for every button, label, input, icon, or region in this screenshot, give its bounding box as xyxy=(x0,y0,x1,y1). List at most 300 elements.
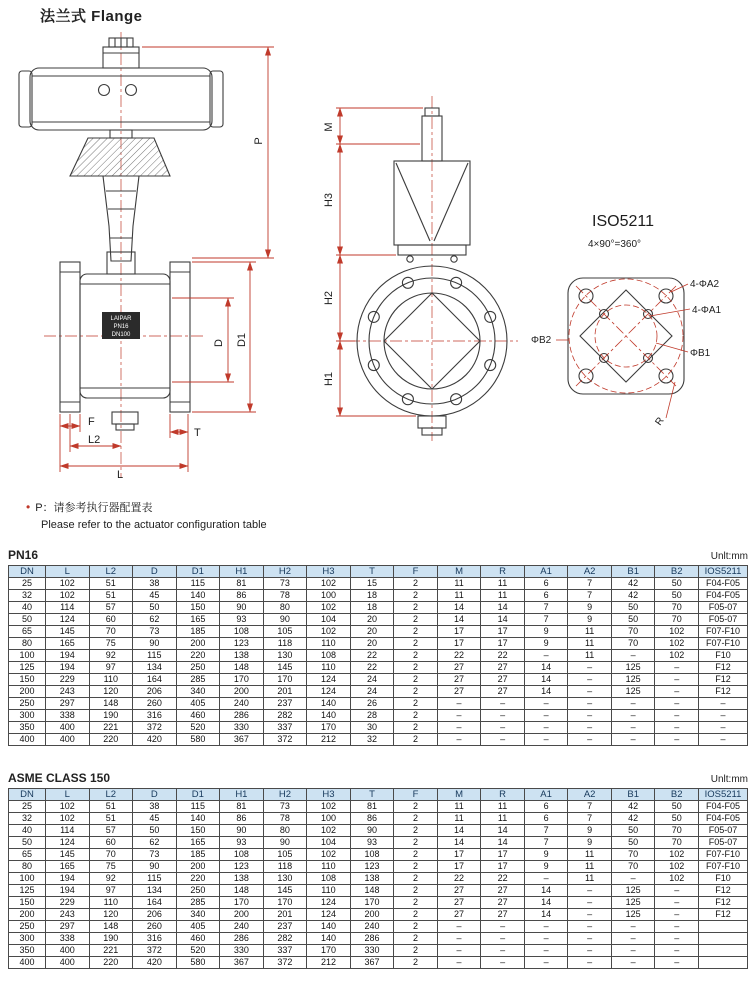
dim-label-h1: H1 xyxy=(323,371,335,387)
table-cell: 164 xyxy=(133,674,177,686)
table-cell xyxy=(699,921,748,933)
table-cell: – xyxy=(524,722,568,734)
column-header-d: D xyxy=(133,789,177,801)
table-cell: 102 xyxy=(655,849,699,861)
table-cell: 9 xyxy=(524,849,568,861)
table-cell: 50 xyxy=(133,602,177,614)
table-row xyxy=(9,626,748,638)
table-cell: 185 xyxy=(176,849,220,861)
table-cell: 105 xyxy=(263,626,307,638)
table-cell: 93 xyxy=(350,837,394,849)
table-cell: 200 xyxy=(176,861,220,873)
table-cell: 185 xyxy=(176,626,220,638)
table-cell: 2 xyxy=(394,698,438,710)
table-cell: 120 xyxy=(89,909,133,921)
column-header-b1: B1 xyxy=(611,566,655,578)
table-cell: 27 xyxy=(437,662,481,674)
table-cell: 194 xyxy=(46,662,90,674)
table-cell: 6 xyxy=(524,801,568,813)
table-cell: 32 xyxy=(350,734,394,746)
table-cell: – xyxy=(568,698,612,710)
table-cell: 200 xyxy=(9,909,46,921)
table-cell: – xyxy=(611,734,655,746)
table-cell: 73 xyxy=(133,626,177,638)
table-cell: – xyxy=(568,945,612,957)
table-cell: F07-F10 xyxy=(699,626,748,638)
iso-angle-note: 4×90°=360° xyxy=(588,239,642,250)
table-cell: 22 xyxy=(437,650,481,662)
table-cell: 124 xyxy=(46,614,90,626)
table-cell: 170 xyxy=(307,945,351,957)
table-cell: 201 xyxy=(263,909,307,921)
table-cell: 102 xyxy=(307,626,351,638)
table-row xyxy=(9,686,748,698)
table-cell: 337 xyxy=(263,722,307,734)
table-title-asme: ASME CLASS 150 xyxy=(8,771,111,785)
table-cell: – xyxy=(568,921,612,933)
table-cell: F04-F05 xyxy=(699,801,748,813)
table-cell: 90 xyxy=(263,837,307,849)
table-cell: 125 xyxy=(611,885,655,897)
table-cell: 102 xyxy=(46,590,90,602)
column-header-b2: B2 xyxy=(655,789,699,801)
table-cell: 120 xyxy=(89,686,133,698)
table-cell: 243 xyxy=(46,909,90,921)
table-cell: – xyxy=(568,686,612,698)
table-cell: 11 xyxy=(568,849,612,861)
front-dimension-lines xyxy=(60,47,274,472)
table-cell: 123 xyxy=(220,638,264,650)
table-cell: 93 xyxy=(220,837,264,849)
table-cell: 148 xyxy=(89,698,133,710)
column-header-t: T xyxy=(350,566,394,578)
table-cell: – xyxy=(568,734,612,746)
table-cell: 14 xyxy=(524,674,568,686)
table-cell: 400 xyxy=(9,734,46,746)
technical-drawings xyxy=(0,26,756,494)
table-cell: 145 xyxy=(263,885,307,897)
dim-label-f: F xyxy=(88,416,95,428)
table-cell: 115 xyxy=(133,650,177,662)
table-row xyxy=(9,722,748,734)
table-cell: – xyxy=(699,710,748,722)
table-cell: 70 xyxy=(89,849,133,861)
label-a1: 4-ΦA1 xyxy=(692,305,722,316)
table-cell: 145 xyxy=(263,662,307,674)
table-cell: – xyxy=(568,662,612,674)
table-cell: 6 xyxy=(524,578,568,590)
table-cell: 285 xyxy=(176,674,220,686)
table-cell: 2 xyxy=(394,686,438,698)
table-cell: 70 xyxy=(655,602,699,614)
table-cell: 148 xyxy=(220,662,264,674)
table-cell: 260 xyxy=(133,698,177,710)
table-cell: 27 xyxy=(437,674,481,686)
table-cell: 27 xyxy=(481,686,525,698)
table-cell: – xyxy=(437,710,481,722)
table-cell: 125 xyxy=(611,686,655,698)
column-header-h1: H1 xyxy=(220,789,264,801)
table-cell: 102 xyxy=(655,650,699,662)
table-cell: 17 xyxy=(481,861,525,873)
table-cell: 50 xyxy=(133,825,177,837)
table-cell: 51 xyxy=(89,590,133,602)
table-cell: 240 xyxy=(220,921,264,933)
table-cell: 65 xyxy=(9,849,46,861)
table-cell: 18 xyxy=(350,590,394,602)
table-cell: 73 xyxy=(263,578,307,590)
table-cell: 220 xyxy=(89,957,133,969)
table-cell: 140 xyxy=(176,590,220,602)
dim-label-h2: H2 xyxy=(323,290,335,306)
table-cell: 2 xyxy=(394,933,438,945)
pn16-dimensions-table xyxy=(8,565,748,746)
table-cell: 2 xyxy=(394,921,438,933)
table-cell: 17 xyxy=(437,861,481,873)
table-cell: 125 xyxy=(611,897,655,909)
table-cell: 2 xyxy=(394,638,438,650)
table-cell: 90 xyxy=(350,825,394,837)
table-cell: 194 xyxy=(46,885,90,897)
table-cell: 2 xyxy=(394,897,438,909)
column-header-a2: A2 xyxy=(568,789,612,801)
plate-pn-text: PN16 xyxy=(113,324,129,330)
table-cell: 70 xyxy=(611,849,655,861)
table-cell: 40 xyxy=(9,825,46,837)
iso-labels xyxy=(531,279,722,428)
table-cell: 73 xyxy=(133,849,177,861)
table-header-row xyxy=(9,789,748,801)
table-cell: 20 xyxy=(350,626,394,638)
table-cell: – xyxy=(655,698,699,710)
table-cell: 460 xyxy=(176,710,220,722)
table-cell: 92 xyxy=(89,873,133,885)
table-cell: 11 xyxy=(481,813,525,825)
table-cell: – xyxy=(611,945,655,957)
dim-label-p: P xyxy=(253,137,265,145)
table-cell: 9 xyxy=(568,614,612,626)
table-cell: 11 xyxy=(568,626,612,638)
table-cell: 100 xyxy=(9,650,46,662)
table-cell: 372 xyxy=(133,722,177,734)
table-cell: – xyxy=(655,722,699,734)
column-header-l: L xyxy=(46,566,90,578)
table-cell: 102 xyxy=(307,602,351,614)
table-cell: – xyxy=(524,957,568,969)
table-cell: 2 xyxy=(394,861,438,873)
table-cell: 114 xyxy=(46,825,90,837)
table-cell: 201 xyxy=(263,686,307,698)
table-cell: – xyxy=(655,897,699,909)
table-cell: 17 xyxy=(481,626,525,638)
table-cell: 6 xyxy=(524,590,568,602)
table-cell: 140 xyxy=(307,710,351,722)
table-cell: 170 xyxy=(263,897,307,909)
table-cell: 229 xyxy=(46,897,90,909)
table-cell: 57 xyxy=(89,825,133,837)
table-cell: 26 xyxy=(350,698,394,710)
table-cell: 2 xyxy=(394,873,438,885)
table-cell: 400 xyxy=(9,957,46,969)
note-bullet: • xyxy=(26,500,31,514)
table-cell: 118 xyxy=(263,861,307,873)
table-cell: 115 xyxy=(176,801,220,813)
table-cell: – xyxy=(655,674,699,686)
unit-label-asme: Unlt:mm xyxy=(710,774,748,785)
table-cell: 2 xyxy=(394,945,438,957)
table-cell: 148 xyxy=(350,885,394,897)
table-cell: 114 xyxy=(46,602,90,614)
table-cell: 2 xyxy=(394,602,438,614)
table-cell: 50 xyxy=(9,837,46,849)
table-cell: 92 xyxy=(89,650,133,662)
table-cell: 282 xyxy=(263,933,307,945)
table-cell: 17 xyxy=(437,638,481,650)
table-cell: – xyxy=(655,909,699,921)
table-cell: – xyxy=(568,722,612,734)
table-cell: F12 xyxy=(699,674,748,686)
table-row xyxy=(9,873,748,885)
table-cell: 6 xyxy=(524,813,568,825)
table-cell: 32 xyxy=(9,813,46,825)
table-row xyxy=(9,909,748,921)
table-cell: 140 xyxy=(307,698,351,710)
table-cell: 14 xyxy=(524,897,568,909)
table-cell: 125 xyxy=(9,885,46,897)
table-cell: 102 xyxy=(46,813,90,825)
column-header-a1: A1 xyxy=(524,789,568,801)
table-cell: 97 xyxy=(89,885,133,897)
valve-body-outline xyxy=(60,252,190,430)
table-cell: 212 xyxy=(307,957,351,969)
table-cell: 206 xyxy=(133,909,177,921)
table-cell: 42 xyxy=(611,801,655,813)
table-cell: – xyxy=(437,933,481,945)
table-cell: – xyxy=(655,957,699,969)
table-cell: 22 xyxy=(350,650,394,662)
dim-label-l: L xyxy=(116,469,124,481)
table-cell: – xyxy=(481,933,525,945)
table-cell: 22 xyxy=(481,873,525,885)
page-title: 法兰式 Flange xyxy=(40,8,143,25)
table-cell: – xyxy=(655,933,699,945)
table-cell: 40 xyxy=(9,602,46,614)
column-header-h1: H1 xyxy=(220,566,264,578)
table-cell: 80 xyxy=(263,602,307,614)
table-cell: 316 xyxy=(133,933,177,945)
dim-label-d1: D1 xyxy=(236,332,248,348)
table-cell: 20 xyxy=(350,614,394,626)
table-cell: 11 xyxy=(437,590,481,602)
table-cell: 14 xyxy=(481,837,525,849)
table-cell: – xyxy=(524,945,568,957)
table-cell: 27 xyxy=(437,686,481,698)
table-cell: 165 xyxy=(176,614,220,626)
table-cell: F12 xyxy=(699,885,748,897)
table-row xyxy=(9,885,748,897)
column-header-l: L xyxy=(46,789,90,801)
table-cell: 14 xyxy=(437,837,481,849)
table-cell: – xyxy=(481,710,525,722)
table-cell: 70 xyxy=(89,626,133,638)
table-cell: 367 xyxy=(350,957,394,969)
table-cell: 350 xyxy=(9,722,46,734)
table-cell: 110 xyxy=(307,861,351,873)
dim-label-d: D xyxy=(213,339,225,347)
table-cell: 282 xyxy=(263,710,307,722)
table-row xyxy=(9,825,748,837)
table-cell: 190 xyxy=(89,710,133,722)
table-cell: 51 xyxy=(89,813,133,825)
table-cell: 11 xyxy=(481,801,525,813)
column-header-r: R xyxy=(481,789,525,801)
table-cell: – xyxy=(699,722,748,734)
table-cell: – xyxy=(437,921,481,933)
table-cell: 14 xyxy=(437,602,481,614)
unit-label-pn16: Unlt:mm xyxy=(710,551,748,562)
table-cell: 405 xyxy=(176,921,220,933)
table-cell: 2 xyxy=(394,837,438,849)
table-cell: 212 xyxy=(307,734,351,746)
dim-label-m: M xyxy=(323,122,335,132)
table-cell: 316 xyxy=(133,710,177,722)
table-cell: 237 xyxy=(263,698,307,710)
column-header-m: M xyxy=(437,566,481,578)
table-cell: 78 xyxy=(263,590,307,602)
table-title-pn16: PN16 xyxy=(8,548,39,562)
table-cell: 150 xyxy=(9,897,46,909)
table-cell: 330 xyxy=(350,945,394,957)
table-cell: 340 xyxy=(176,909,220,921)
table-cell: – xyxy=(568,909,612,921)
table-cell: 220 xyxy=(89,734,133,746)
table-cell: 250 xyxy=(176,885,220,897)
table-cell: F10 xyxy=(699,650,748,662)
table-cell: – xyxy=(481,921,525,933)
table-cell: 108 xyxy=(307,873,351,885)
label-b2: ΦB2 xyxy=(531,335,552,346)
table-cell: 25 xyxy=(9,578,46,590)
table-cell: 170 xyxy=(307,722,351,734)
table-cell: 140 xyxy=(307,933,351,945)
table-cell: 2 xyxy=(394,674,438,686)
table-cell: 7 xyxy=(524,614,568,626)
table-cell: 7 xyxy=(568,813,612,825)
table-cell: 11 xyxy=(437,578,481,590)
table-cell: 140 xyxy=(307,921,351,933)
table-cell: 51 xyxy=(89,801,133,813)
table-cell: F04-F05 xyxy=(699,578,748,590)
table-cell: 86 xyxy=(220,813,264,825)
table-cell: 102 xyxy=(307,801,351,813)
table-row xyxy=(9,957,748,969)
table-cell: 138 xyxy=(350,873,394,885)
label-b1: ΦB1 xyxy=(690,348,711,359)
table-cell: 45 xyxy=(133,590,177,602)
table-cell: 350 xyxy=(9,945,46,957)
table-cell xyxy=(699,945,748,957)
table-cell: – xyxy=(611,873,655,885)
table-row xyxy=(9,933,748,945)
table-cell: 420 xyxy=(133,734,177,746)
table-cell: 102 xyxy=(307,825,351,837)
table-cell: 125 xyxy=(611,674,655,686)
table-cell xyxy=(699,933,748,945)
table-cell: 2 xyxy=(394,578,438,590)
side-view-drawing xyxy=(323,96,518,441)
table-cell: 229 xyxy=(46,674,90,686)
column-header-b2: B2 xyxy=(655,566,699,578)
table-cell: 372 xyxy=(133,945,177,957)
table-cell: 124 xyxy=(307,674,351,686)
table-cell: 338 xyxy=(46,710,90,722)
column-header-a2: A2 xyxy=(568,566,612,578)
column-header-d1: D1 xyxy=(176,789,220,801)
table-cell: 11 xyxy=(568,638,612,650)
table-cell: 337 xyxy=(263,945,307,957)
table-cell: 50 xyxy=(655,813,699,825)
table-row xyxy=(9,813,748,825)
table-cell: 62 xyxy=(133,837,177,849)
table-cell: 9 xyxy=(568,602,612,614)
table-cell: 2 xyxy=(394,801,438,813)
table-cell: 27 xyxy=(437,909,481,921)
table-cell: 140 xyxy=(176,813,220,825)
dim-label-t: T xyxy=(194,427,201,439)
table-cell: 11 xyxy=(481,590,525,602)
table-cell: 145 xyxy=(46,626,90,638)
table-cell: 115 xyxy=(133,873,177,885)
table-cell: F04-F05 xyxy=(699,813,748,825)
table-cell: 102 xyxy=(655,861,699,873)
table-cell: 125 xyxy=(611,662,655,674)
table-cell: 250 xyxy=(9,921,46,933)
table-cell: 25 xyxy=(9,801,46,813)
table-cell: – xyxy=(568,885,612,897)
table-cell: 27 xyxy=(481,885,525,897)
table-cell: 42 xyxy=(611,813,655,825)
table-cell: 18 xyxy=(350,602,394,614)
table-cell: 405 xyxy=(176,698,220,710)
table-cell: 9 xyxy=(524,638,568,650)
column-header-b1: B1 xyxy=(611,789,655,801)
table-cell: 80 xyxy=(9,638,46,650)
iso5211-drawing xyxy=(531,213,722,428)
table-cell: 14 xyxy=(524,662,568,674)
table-cell: 123 xyxy=(220,861,264,873)
column-header-l2: L2 xyxy=(89,789,133,801)
table-cell: 134 xyxy=(133,662,177,674)
table-cell: 75 xyxy=(89,861,133,873)
table-cell: – xyxy=(481,734,525,746)
table-cell: 372 xyxy=(263,957,307,969)
table-cell: 45 xyxy=(133,813,177,825)
table-cell: 286 xyxy=(350,933,394,945)
table-cell: – xyxy=(524,710,568,722)
table-cell: 102 xyxy=(46,801,90,813)
table-cell: 28 xyxy=(350,710,394,722)
table-cell: 580 xyxy=(176,734,220,746)
column-header-h3: H3 xyxy=(307,789,351,801)
table-cell: 200 xyxy=(9,686,46,698)
table-cell: F05-07 xyxy=(699,614,748,626)
table-cell: 118 xyxy=(263,638,307,650)
table-cell: 70 xyxy=(655,837,699,849)
table-cell: 2 xyxy=(394,614,438,626)
table-cell: 11 xyxy=(437,801,481,813)
table-cell: 9 xyxy=(568,825,612,837)
table-cell: 17 xyxy=(437,626,481,638)
